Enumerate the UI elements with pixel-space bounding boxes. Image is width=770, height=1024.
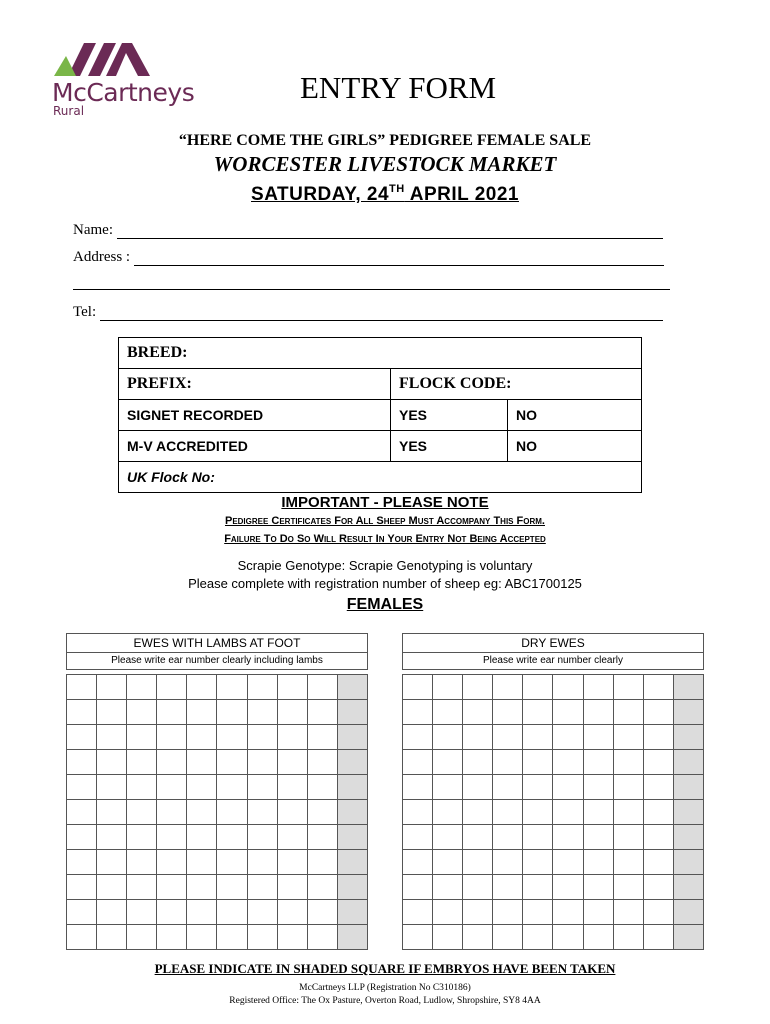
grid-row [67,850,368,875]
ear-number-cell[interactable] [187,775,217,800]
ear-number-cell[interactable] [67,875,97,900]
ear-number-cell[interactable] [157,900,187,925]
ear-number-cell[interactable] [463,825,493,850]
address-label: Address : [73,249,131,265]
embryo-instruction: PLEASE INDICATE IN SHADED SQUARE IF EMBRYOS HAVE BEEN TAKEN [154,961,616,976]
ear-number-cell[interactable] [187,825,217,850]
ear-number-cell[interactable] [217,900,247,925]
ear-number-cell[interactable] [403,725,433,750]
embryo-shaded-cell[interactable] [337,725,367,750]
ear-number-cell[interactable] [247,700,277,725]
address-line-2[interactable] [73,276,670,290]
ear-number-cell[interactable] [403,900,433,925]
grid-row [67,925,368,950]
embryo-shaded-cell[interactable] [673,925,703,950]
ear-number-cell[interactable] [97,700,127,725]
ear-number-cell[interactable] [217,875,247,900]
ear-number-cell[interactable] [277,825,307,850]
ear-number-cell[interactable] [613,850,643,875]
ear-number-cell[interactable] [277,725,307,750]
ear-number-cell[interactable] [307,925,337,950]
ear-number-cell[interactable] [433,675,463,700]
ear-number-cell[interactable] [613,675,643,700]
entry-info-table [118,337,642,493]
ear-number-cell[interactable] [217,725,247,750]
ear-number-cell[interactable] [523,800,553,825]
ear-number-cell[interactable] [523,700,553,725]
ear-number-cell[interactable] [127,750,157,775]
ear-number-cell[interactable] [643,800,673,825]
ear-number-cell[interactable] [403,925,433,950]
ear-number-cell[interactable] [187,675,217,700]
ear-number-cell[interactable] [277,675,307,700]
tel-field[interactable] [73,304,663,321]
ear-number-cell[interactable] [433,825,463,850]
mv-yes-option[interactable]: YES [391,431,508,462]
ear-number-cell[interactable] [553,875,583,900]
signet-recorded-label: SIGNET RECORDED [119,400,391,431]
name-field[interactable] [73,222,663,239]
ewes-with-lambs-grid [66,674,368,950]
venue-title: WORCESTER LIVESTOCK MARKET [213,152,557,176]
ear-number-cell[interactable] [433,750,463,775]
grid-row [67,775,368,800]
ear-number-cell[interactable] [493,850,523,875]
dry-ewes-instructions: Please write ear number clearly [402,652,704,670]
ear-number-cell[interactable] [67,675,97,700]
females-heading: FEMALES [346,596,424,613]
grid-row [403,725,704,750]
ear-number-cell[interactable] [553,800,583,825]
ear-number-cell[interactable] [187,725,217,750]
flock-code-cell[interactable]: FLOCK CODE: [391,369,642,400]
date-suffix: APRIL 2021 [404,184,519,205]
ear-number-cell[interactable] [403,700,433,725]
ear-number-cell[interactable] [157,925,187,950]
ear-number-cell[interactable] [643,700,673,725]
ear-number-cell[interactable] [187,925,217,950]
ear-number-cell[interactable] [523,875,553,900]
name-label: Name: [73,222,113,238]
ear-number-cell[interactable] [553,925,583,950]
ear-number-cell[interactable] [523,725,553,750]
ear-number-cell[interactable] [217,800,247,825]
ear-number-cell[interactable] [613,800,643,825]
ear-number-cell[interactable] [307,750,337,775]
ear-number-cell[interactable] [127,825,157,850]
ear-number-cell[interactable] [493,800,523,825]
ear-number-cell[interactable] [553,775,583,800]
ear-number-cell[interactable] [247,675,277,700]
grid-row [67,675,368,700]
embryo-shaded-cell[interactable] [673,850,703,875]
ear-number-cell[interactable] [127,725,157,750]
embryo-shaded-cell[interactable] [673,700,703,725]
ear-number-cell[interactable] [523,750,553,775]
ear-number-cell[interactable] [433,875,463,900]
ewes-with-lambs-header: EWES WITH LAMBS AT FOOT [66,633,368,652]
ear-number-cell[interactable] [97,725,127,750]
ear-number-cell[interactable] [643,750,673,775]
ear-number-cell[interactable] [583,775,613,800]
embryo-shaded-cell[interactable] [337,800,367,825]
ear-number-cell[interactable] [97,825,127,850]
ear-number-cell[interactable] [493,725,523,750]
ear-number-cell[interactable] [187,750,217,775]
ear-number-cell[interactable] [157,850,187,875]
ear-number-cell[interactable] [403,800,433,825]
embryo-shaded-cell[interactable] [673,800,703,825]
ear-number-cell[interactable] [67,850,97,875]
ear-number-cell[interactable] [157,800,187,825]
ear-number-cell[interactable] [187,875,217,900]
grid-row [403,875,704,900]
ear-number-cell[interactable] [67,800,97,825]
ear-number-cell[interactable] [493,925,523,950]
ear-number-cell[interactable] [187,850,217,875]
ear-number-cell[interactable] [493,900,523,925]
ear-number-cell[interactable] [643,775,673,800]
ear-number-cell[interactable] [217,775,247,800]
ear-number-cell[interactable] [277,875,307,900]
date-superscript: TH [389,183,405,195]
ear-number-cell[interactable] [277,700,307,725]
tel-label: Tel: [73,304,97,320]
ear-number-cell[interactable] [97,750,127,775]
ear-number-cell[interactable] [553,900,583,925]
grid-row [67,750,368,775]
ear-number-cell[interactable] [97,675,127,700]
ear-number-cell[interactable] [307,800,337,825]
ear-number-cell[interactable] [613,775,643,800]
ear-number-cell[interactable] [217,825,247,850]
ear-number-cell[interactable] [643,875,673,900]
ear-number-cell[interactable] [583,700,613,725]
grid-row [403,925,704,950]
ear-number-cell[interactable] [307,825,337,850]
ear-number-cell[interactable] [217,850,247,875]
ear-number-cell[interactable] [643,925,673,950]
ear-number-cell[interactable] [613,925,643,950]
embryo-shaded-cell[interactable] [337,925,367,950]
ear-number-cell[interactable] [583,900,613,925]
ear-number-cell[interactable] [463,850,493,875]
ear-number-cell[interactable] [403,875,433,900]
ewes-with-lambs-instructions: Please write ear number clearly including lambs [66,652,368,670]
grid-row [403,800,704,825]
ear-number-cell[interactable] [277,850,307,875]
company-registration: McCartneys LLP (Registration No C310186) [299,983,471,993]
address-line-1[interactable] [134,252,664,266]
grid-row [67,900,368,925]
ear-number-cell[interactable] [127,800,157,825]
ear-number-cell[interactable] [67,825,97,850]
ear-number-cell[interactable] [583,750,613,775]
ear-number-cell[interactable] [583,850,613,875]
ear-number-cell[interactable] [217,675,247,700]
ear-number-cell[interactable] [643,900,673,925]
logo-subtitle: Rural [53,104,85,118]
ear-number-cell[interactable] [553,750,583,775]
logo-mark-icon [50,38,155,78]
ear-number-cell[interactable] [157,750,187,775]
ear-number-cell[interactable] [67,925,97,950]
ear-number-cell[interactable] [493,825,523,850]
ear-number-cell[interactable] [523,675,553,700]
ear-number-cell[interactable] [493,675,523,700]
name-line[interactable] [117,225,663,239]
ear-number-cell[interactable] [433,850,463,875]
ear-number-cell[interactable] [583,875,613,900]
ear-number-cell[interactable] [403,850,433,875]
prefix-cell[interactable]: PREFIX: [119,369,391,400]
ear-number-cell[interactable] [463,750,493,775]
embryo-shaded-cell[interactable] [673,875,703,900]
ear-number-cell[interactable] [277,900,307,925]
ear-number-cell[interactable] [433,925,463,950]
embryo-shaded-cell[interactable] [673,775,703,800]
ear-number-cell[interactable] [67,750,97,775]
embryo-shaded-cell[interactable] [673,725,703,750]
ear-number-cell[interactable] [127,875,157,900]
breed-cell[interactable]: BREED: [119,338,642,369]
ear-number-cell[interactable] [433,775,463,800]
form-title: ENTRY FORM [300,70,497,105]
ear-number-cell[interactable] [463,900,493,925]
ear-number-cell[interactable] [583,825,613,850]
dry-ewes-panel [402,633,704,950]
ear-number-cell[interactable] [523,900,553,925]
ear-number-cell[interactable] [127,675,157,700]
ear-number-cell[interactable] [277,925,307,950]
ear-number-cell[interactable] [643,850,673,875]
ear-number-cell[interactable] [613,900,643,925]
ear-number-cell[interactable] [403,750,433,775]
embryo-shaded-cell[interactable] [673,675,703,700]
ear-number-cell[interactable] [157,775,187,800]
ear-number-cell[interactable] [307,700,337,725]
ear-number-cell[interactable] [247,750,277,775]
ear-number-cell[interactable] [553,850,583,875]
important-note-heading: IMPORTANT - PLEASE NOTE [281,494,489,511]
grid-row [67,800,368,825]
ear-number-cell[interactable] [127,850,157,875]
ear-number-cell[interactable] [493,875,523,900]
ear-number-cell[interactable] [523,925,553,950]
ear-number-cell[interactable] [157,725,187,750]
ear-number-cell[interactable] [403,775,433,800]
ear-number-cell[interactable] [613,875,643,900]
ear-number-cell[interactable] [553,700,583,725]
grid-row [403,675,704,700]
ear-number-cell[interactable] [247,850,277,875]
embryo-shaded-cell[interactable] [337,775,367,800]
ear-number-cell[interactable] [307,775,337,800]
ear-number-cell[interactable] [277,800,307,825]
ear-number-cell[interactable] [643,825,673,850]
ear-number-cell[interactable] [247,800,277,825]
dry-ewes-header: DRY EWES [402,633,704,652]
ear-number-cell[interactable] [463,800,493,825]
grid-row [67,700,368,725]
ear-number-cell[interactable] [67,900,97,925]
ear-number-cell[interactable] [247,900,277,925]
grid-row [67,725,368,750]
ear-number-cell[interactable] [463,775,493,800]
ear-number-cell[interactable] [523,850,553,875]
ear-number-cell[interactable] [67,725,97,750]
ear-number-cell[interactable] [187,700,217,725]
registration-example-note: Please complete with registration number of sheep eg: ABC1700125 [188,576,582,591]
ear-number-cell[interactable] [493,750,523,775]
ear-number-cell[interactable] [403,675,433,700]
grid-row [403,750,704,775]
ear-number-cell[interactable] [67,700,97,725]
embryo-shaded-cell[interactable] [337,900,367,925]
ear-number-cell[interactable] [187,800,217,825]
embryo-shaded-cell[interactable] [337,750,367,775]
ear-number-cell[interactable] [247,875,277,900]
uk-flock-number-cell[interactable]: UK Flock No: [119,462,642,493]
ear-number-cell[interactable] [583,675,613,700]
ear-number-cell[interactable] [523,775,553,800]
registered-office: Registered Office: The Ox Pasture, Overton Road, Ludlow, Shropshire, SY8 4AA [229,996,541,1006]
embryo-shaded-cell[interactable] [673,900,703,925]
ear-number-cell[interactable] [553,725,583,750]
mv-accredited-label: M-V ACCREDITED [119,431,391,462]
ear-number-cell[interactable] [613,750,643,775]
ear-number-cell[interactable] [613,725,643,750]
address-field[interactable] [73,249,664,266]
ear-number-cell[interactable] [157,875,187,900]
ear-number-cell[interactable] [643,675,673,700]
ear-number-cell[interactable] [97,850,127,875]
ear-number-cell[interactable] [97,900,127,925]
ear-number-cell[interactable] [523,825,553,850]
ear-number-cell[interactable] [217,700,247,725]
ear-number-cell[interactable] [157,675,187,700]
embryo-shaded-cell[interactable] [337,700,367,725]
ear-number-cell[interactable] [613,825,643,850]
company-logo [50,38,200,118]
ear-number-cell[interactable] [307,850,337,875]
address-field-2[interactable] [73,276,670,290]
mv-no-option[interactable]: NO [508,431,642,462]
ear-number-cell[interactable] [277,750,307,775]
ear-number-cell[interactable] [433,700,463,725]
ear-number-cell[interactable] [403,825,433,850]
ear-number-cell[interactable] [463,875,493,900]
dry-ewes-grid [402,674,704,950]
ear-number-cell[interactable] [433,725,463,750]
ear-number-cell[interactable] [277,775,307,800]
ear-number-cell[interactable] [127,900,157,925]
ear-number-cell[interactable] [127,775,157,800]
ear-number-cell[interactable] [493,700,523,725]
embryo-shaded-cell[interactable] [673,825,703,850]
embryo-shaded-cell[interactable] [673,750,703,775]
ear-number-cell[interactable] [67,775,97,800]
ear-number-cell[interactable] [463,725,493,750]
ear-number-cell[interactable] [553,675,583,700]
ear-number-cell[interactable] [97,800,127,825]
ear-number-cell[interactable] [97,925,127,950]
ear-number-cell[interactable] [583,725,613,750]
ear-number-cell[interactable] [553,825,583,850]
sale-date [0,183,770,206]
grid-row [67,875,368,900]
ear-number-cell[interactable] [217,925,247,950]
ear-number-cell[interactable] [247,825,277,850]
date-prefix: SATURDAY, 24 [251,184,390,205]
rejection-notice: Failure To Do So Will Result In Your Entry Not Being Accepted [224,533,546,545]
embryo-shaded-cell[interactable] [337,825,367,850]
ear-number-cell[interactable] [97,775,127,800]
certificate-notice: Pedigree Certificates For All Sheep Must Accompany This Form. [224,515,545,527]
ear-number-cell[interactable] [583,925,613,950]
ear-number-cell[interactable] [127,925,157,950]
grid-row [67,825,368,850]
tel-line[interactable] [100,307,663,321]
ear-number-cell[interactable] [247,725,277,750]
ear-number-cell[interactable] [307,875,337,900]
ear-number-cell[interactable] [433,800,463,825]
ear-number-cell[interactable] [307,725,337,750]
ear-number-cell[interactable] [307,675,337,700]
ear-number-cell[interactable] [433,900,463,925]
grid-row [403,825,704,850]
ear-number-cell[interactable] [493,775,523,800]
ear-number-cell[interactable] [583,800,613,825]
ear-number-cell[interactable] [157,700,187,725]
ear-number-cell[interactable] [187,900,217,925]
ear-number-cell[interactable] [613,700,643,725]
ear-number-cell[interactable] [97,875,127,900]
ear-number-cell[interactable] [157,825,187,850]
scrapie-genotype-note: Scrapie Genotype: Scrapie Genotyping is voluntary [237,558,533,573]
ear-number-cell[interactable] [643,725,673,750]
signet-no-option[interactable]: NO [508,400,642,431]
grid-row [403,775,704,800]
ear-number-cell[interactable] [463,925,493,950]
embryo-shaded-cell[interactable] [337,850,367,875]
embryo-shaded-cell[interactable] [337,675,367,700]
sale-subtitle: “HERE COME THE GIRLS” PEDIGREE FEMALE SALE [178,132,592,149]
ear-number-cell[interactable] [127,700,157,725]
logo-name: McCartneys [52,78,195,107]
embryo-shaded-cell[interactable] [337,875,367,900]
ear-number-cell[interactable] [463,675,493,700]
grid-row [403,850,704,875]
ear-number-cell[interactable] [247,925,277,950]
ear-number-cell[interactable] [463,700,493,725]
grid-row [403,700,704,725]
ear-number-cell[interactable] [217,750,247,775]
ewes-with-lambs-panel [66,633,368,950]
signet-yes-option[interactable]: YES [391,400,508,431]
ear-number-cell[interactable] [247,775,277,800]
ear-number-cell[interactable] [307,900,337,925]
grid-row [403,900,704,925]
